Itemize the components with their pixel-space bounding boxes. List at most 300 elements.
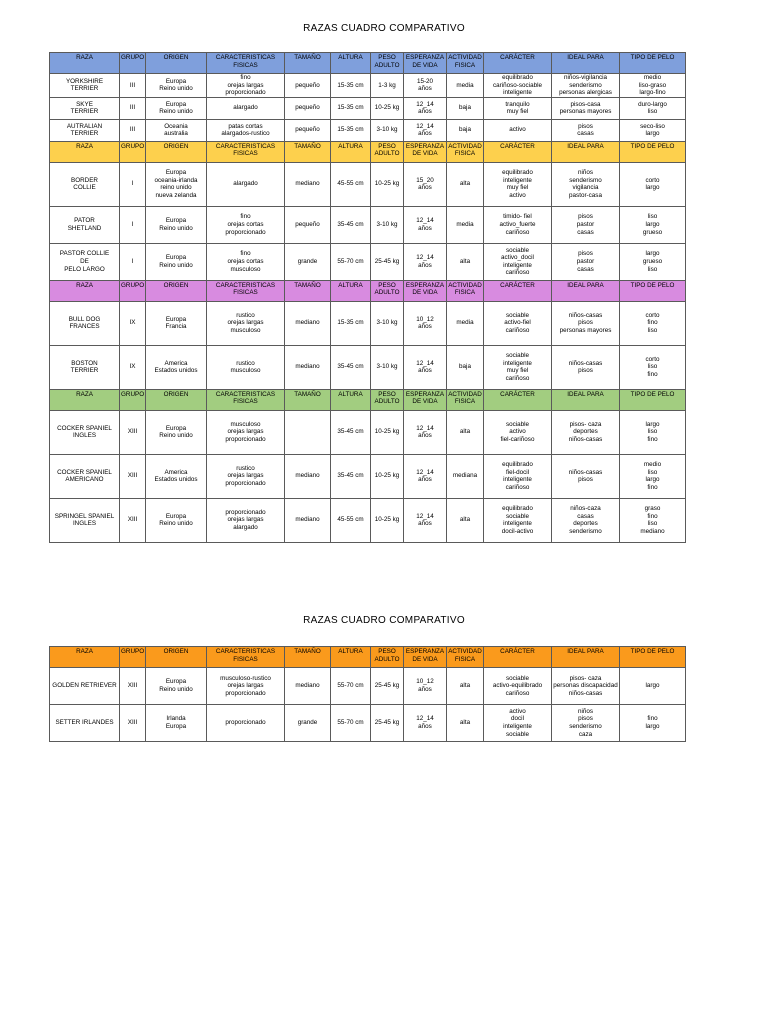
cell-pelo-line: corto [645, 355, 660, 363]
cell-caracter-line: tranquilo [505, 100, 530, 108]
cell-ideal-line: niños [577, 707, 594, 715]
cell-peso: 10-25 kg [371, 454, 404, 498]
cell-raza-line: SKYE [76, 100, 93, 108]
cell-ideal [552, 410, 620, 454]
cell-caract-line: rustico [236, 311, 255, 319]
cell-raza [50, 454, 120, 498]
cell-ideal-line: niños-vigilancia [563, 74, 608, 81]
cell-origen [146, 162, 207, 206]
cell-origen-line: Europa [165, 217, 187, 225]
cell-caract-line: musculoso [230, 265, 261, 273]
cell-raza-line: TERRIER [70, 108, 99, 116]
cell-ideal-line: pisos [578, 319, 593, 327]
cell-caract-line: fino [240, 213, 251, 221]
header-ideal: IDEAL PARA [552, 389, 620, 410]
cell-esperanza [404, 74, 447, 98]
cell-pelo-line: largo [645, 476, 660, 484]
cell-origen [146, 345, 207, 389]
cell-origen-line: Reino unido [159, 85, 193, 93]
cell-pelo-line: graso [644, 505, 661, 513]
cell-caract [207, 301, 285, 345]
cell-caract-line: patas cortas [228, 122, 263, 130]
cell-esperanza-line: 12_14 [416, 100, 434, 108]
cell-esperanza-line: años [418, 323, 432, 331]
cell-caracter-line: cariñoso [505, 374, 530, 382]
cell-ideal-line: personas mayores [559, 327, 612, 335]
header-actividad-line: FISICA [454, 398, 476, 406]
cell-caracter-line: sociable [505, 512, 530, 520]
table-row [50, 410, 686, 454]
cell-pelo [620, 162, 686, 206]
header-grupo: GRUPO [120, 647, 146, 668]
cell-caract [207, 705, 285, 742]
header-origen: ORIGEN [146, 141, 207, 162]
header-actividad-line: FISICA [454, 61, 476, 69]
cell-pelo [620, 498, 686, 542]
cell-origen [146, 498, 207, 542]
cell-caract-line: musculoso-rustico [220, 674, 271, 682]
cell-pelo-line: medio [643, 461, 662, 469]
cell-actividad: alta [447, 705, 484, 742]
header-actividad [447, 389, 484, 410]
cell-actividad: alta [447, 243, 484, 280]
header-actividad-line: FISICA [454, 289, 476, 297]
header-esperanza-line: ESPERANZA [405, 281, 445, 289]
cell-caracter-line: sociable [505, 674, 530, 682]
cell-caracter-line: muy fiel [506, 108, 529, 116]
header-altura: ALTURA [331, 53, 371, 74]
cell-pelo-line: grueso [642, 228, 663, 236]
cell-pelo-line: liso [647, 327, 658, 335]
cell-pelo-line: liso-graso [638, 81, 667, 89]
header-caract-line: FISICAS [233, 398, 258, 406]
cell-pelo [620, 243, 686, 280]
cell-caracter-line: fiel-docil [505, 468, 530, 476]
cell-ideal-line: pastor [576, 220, 595, 228]
cell-pelo-line: liso [647, 520, 658, 528]
cell-ideal-line: vigilancia [572, 184, 599, 192]
header-row [50, 141, 686, 162]
cell-caracter-line: equilibrado [502, 461, 533, 469]
page-title: RAZAS CUADRO COMPARATIVO [303, 615, 465, 626]
header-peso-line: ADULTO [374, 398, 400, 406]
cell-origen-line: Europa [165, 723, 187, 730]
cell-ideal [552, 243, 620, 280]
cell-esperanza [404, 243, 447, 280]
cell-pelo [620, 119, 686, 141]
cell-grupo: XIII [120, 454, 146, 498]
header-row [50, 389, 686, 410]
header-esperanza [404, 647, 447, 668]
cell-raza-line: PATOR [74, 217, 95, 225]
cell-caracter-line: inteligente [503, 89, 532, 97]
cell-ideal-line: niños-casas [568, 689, 603, 697]
cell-altura: 55-70 cm [331, 705, 371, 742]
header-grupo: GRUPO [120, 53, 146, 74]
cell-ideal-line: niños-caza [570, 505, 601, 513]
cell-ideal-line: niños-casas [568, 359, 603, 367]
cell-ideal [552, 498, 620, 542]
cell-caracter-line: muy fiel [506, 367, 529, 375]
cell-esperanza-line: 15_20 [416, 176, 434, 184]
cell-caracter-line: inteligente [503, 261, 532, 269]
cell-caract-line: rustico [236, 464, 255, 472]
cell-caract-line: alargado [233, 524, 258, 532]
cell-origen [146, 454, 207, 498]
header-caract-line: FISICAS [233, 61, 258, 69]
cell-raza-line: BOSTON [71, 359, 98, 367]
cell-caract-line: proporcionado [225, 689, 266, 697]
cell-ideal-line: niños-casas [568, 311, 603, 319]
cell-actividad: alta [447, 498, 484, 542]
cell-raza [50, 162, 120, 206]
cell-origen-line: Reino unido [159, 108, 193, 116]
cell-grupo: IX [120, 301, 146, 345]
cell-raza-line: TERRIER [70, 85, 99, 93]
header-esperanza-line: ESPERANZA [405, 648, 445, 655]
cell-caract-line: proporcionado [225, 228, 266, 236]
cell-grupo: XIII [120, 410, 146, 454]
cell-caracter [484, 345, 552, 389]
cell-raza-line: PASTOR COLLIE [59, 250, 110, 258]
cell-tamano: mediano [285, 162, 331, 206]
header-caracter: CARÁCTER [484, 280, 552, 301]
cell-tamano: mediano [285, 345, 331, 389]
cell-pelo-line: largo-fino [639, 89, 666, 97]
cell-raza-line: YORKSHIRE [65, 77, 104, 85]
header-ideal: IDEAL PARA [552, 280, 620, 301]
cell-ideal-line: pisos [578, 213, 593, 221]
cell-origen-line: Europa [165, 77, 187, 85]
cell-raza-line: PELO LARGO [64, 265, 105, 273]
cell-ideal-line: pisos [578, 476, 593, 484]
cell-esperanza-line: 12_14 [416, 424, 434, 432]
header-pelo: TIPO DE PELO [620, 280, 686, 301]
cell-pelo-line: seco-liso [640, 122, 665, 130]
cell-raza-line: DE [80, 257, 89, 265]
cell-actividad: alta [447, 162, 484, 206]
header-peso-line: PESO [378, 390, 396, 398]
header-grupo: GRUPO [120, 141, 146, 162]
cell-origen [146, 243, 207, 280]
cell-caracter [484, 301, 552, 345]
cell-origen-line: Reino unido [159, 520, 193, 528]
header-caracter: CARÁCTER [484, 141, 552, 162]
cell-pelo-line: fino [647, 436, 658, 444]
cell-ideal-line: deportes [573, 428, 598, 436]
cell-tamano: grande [285, 705, 331, 742]
cell-origen [146, 74, 207, 98]
cell-ideal [552, 74, 620, 98]
cell-ideal-line: senderismo [569, 176, 602, 184]
header-origen: ORIGEN [146, 647, 207, 668]
cell-peso: 25-45 kg [371, 668, 404, 705]
cell-origen-line: reino unido [160, 184, 192, 192]
cell-raza-line: COCKER SPANIEL [57, 468, 112, 476]
cell-caracter [484, 243, 552, 280]
cell-origen-line: nueva zelanda [155, 191, 197, 199]
cell-raza [50, 705, 120, 742]
cell-caract-line: musculoso [230, 367, 261, 375]
cell-actividad: media [447, 301, 484, 345]
cell-esperanza-line: 12_14 [416, 715, 434, 723]
cell-esperanza-line: 12_14 [416, 254, 434, 262]
header-tamano: TAMAÑO [285, 53, 331, 74]
cell-esperanza-line: años [418, 224, 432, 232]
cell-caracter-line: equilibrado [502, 74, 533, 81]
cell-origen-line: Europa [165, 512, 187, 520]
cell-origen [146, 206, 207, 243]
cell-esperanza-line: 10_12 [416, 678, 434, 686]
header-caract [207, 141, 285, 162]
table-row [50, 668, 686, 705]
header-actividad [447, 141, 484, 162]
cell-altura: 45-55 cm [331, 498, 371, 542]
cell-caract [207, 454, 285, 498]
cell-origen-line: Reino unido [159, 261, 193, 269]
cell-caract-line: fino [240, 250, 251, 258]
cell-ideal [552, 345, 620, 389]
cell-pelo [620, 74, 686, 98]
cell-esperanza-line: 10_12 [416, 315, 434, 323]
cell-ideal-line: senderismo [569, 81, 602, 89]
cell-pelo-line: grueso [642, 257, 663, 265]
cell-origen-line: Europa [165, 254, 187, 262]
cell-caracter-line: cariñoso [505, 483, 530, 491]
cell-peso: 3-10 kg [371, 345, 404, 389]
cell-caract-line: orejas largas [227, 472, 264, 480]
cell-raza-line: SPRINGEL SPANIEL [54, 512, 115, 520]
cell-pelo [620, 705, 686, 742]
header-caract-line: CARACTERISTICAS [215, 281, 276, 289]
cell-pelo-line: fino [647, 371, 658, 379]
cell-altura: 55-70 cm [331, 668, 371, 705]
header-peso [371, 389, 404, 410]
cell-ideal-line: caza [578, 730, 593, 738]
cell-raza-line: BULL DOG [68, 315, 101, 323]
cell-origen-line: Oceania [164, 122, 188, 130]
cell-actividad: alta [447, 410, 484, 454]
cell-caract [207, 345, 285, 389]
header-actividad-line: FISICA [454, 655, 476, 663]
cell-ideal-line: pisos- caza [569, 674, 602, 682]
cell-pelo-line: fino [647, 715, 658, 723]
cell-pelo [620, 97, 686, 119]
cell-raza-line: AMERICANO [65, 476, 104, 484]
cell-caract [207, 97, 285, 119]
cell-ideal-line: deportes [573, 520, 598, 528]
table-row [50, 454, 686, 498]
cell-esperanza-line: 12_14 [416, 122, 434, 130]
cell-caract [207, 162, 285, 206]
cell-pelo [620, 410, 686, 454]
header-caracter: CARÁCTER [484, 389, 552, 410]
header-peso-line: ADULTO [374, 655, 400, 663]
header-esperanza-line: DE VIDA [412, 398, 438, 406]
header-caract-line: CARACTERISTICAS [215, 142, 276, 150]
cell-caracter [484, 410, 552, 454]
cell-pelo-line: liso [647, 363, 658, 371]
cell-pelo-line: liso [647, 428, 658, 436]
cell-raza-line: TERRIER [70, 367, 99, 375]
cell-ideal [552, 119, 620, 141]
header-peso [371, 647, 404, 668]
cell-caracter [484, 498, 552, 542]
cell-pelo-line: largo [645, 250, 660, 258]
header-pelo: TIPO DE PELO [620, 53, 686, 74]
cell-origen-line: australia [164, 130, 188, 138]
header-esperanza [404, 53, 447, 74]
cell-ideal-line: casas [577, 512, 594, 520]
cell-caract-line: orejas largas [227, 81, 264, 89]
cell-esperanza-line: 12_14 [416, 359, 434, 367]
header-caracter: CARÁCTER [484, 53, 552, 74]
cell-caracter [484, 668, 552, 705]
cell-ideal-line: pisos [578, 122, 593, 130]
header-tamano: TAMAÑO [285, 389, 331, 410]
cell-esperanza [404, 668, 447, 705]
header-esperanza-line: ESPERANZA [405, 54, 445, 61]
cell-grupo: XIII [120, 498, 146, 542]
cell-raza-line: BORDER [71, 176, 98, 184]
header-peso [371, 53, 404, 74]
cell-origen-line: Reino unido [159, 432, 193, 440]
cell-ideal [552, 206, 620, 243]
cell-pelo [620, 206, 686, 243]
cell-altura: 45-55 cm [331, 162, 371, 206]
cell-caracter-line: sociable [505, 420, 530, 428]
cell-caracter-line: cariñoso [505, 689, 530, 697]
header-peso-line: ADULTO [374, 150, 400, 158]
table-row [50, 243, 686, 280]
cell-raza [50, 345, 120, 389]
header-pelo: TIPO DE PELO [620, 647, 686, 668]
table-row [50, 97, 686, 119]
cell-grupo: I [120, 162, 146, 206]
header-raza: RAZA [50, 53, 120, 74]
header-ideal: IDEAL PARA [552, 141, 620, 162]
cell-origen-line: Francia [165, 323, 187, 331]
cell-caracter-line: fiel-cariñoso [500, 436, 535, 444]
cell-origen-line: Estados unidos [154, 476, 198, 484]
cell-esperanza [404, 498, 447, 542]
cell-caract [207, 206, 285, 243]
cell-raza [50, 243, 120, 280]
cell-actividad: baja [447, 97, 484, 119]
table-row [50, 119, 686, 141]
cell-ideal [552, 162, 620, 206]
cell-origen [146, 705, 207, 742]
table-row [50, 705, 686, 742]
cell-caract-line: musculoso [230, 327, 261, 335]
cell-peso: 3-10 kg [371, 206, 404, 243]
cell-tamano: pequeño [285, 74, 331, 98]
comparison-table [49, 52, 686, 543]
cell-caract [207, 74, 285, 98]
header-caract-line: CARACTERISTICAS [215, 54, 276, 61]
cell-ideal-line: pastor [576, 257, 595, 265]
cell-caracter-line: cariñoso [505, 269, 530, 277]
cell-ideal-line: pisos [578, 715, 593, 723]
cell-esperanza-line: años [418, 130, 432, 138]
cell-raza-line: INGLES [72, 520, 97, 528]
cell-grupo: XIII [120, 668, 146, 705]
cell-ideal-line: niños-casas [568, 436, 603, 444]
cell-esperanza [404, 454, 447, 498]
cell-origen-line: Irlanda [166, 715, 186, 723]
cell-caracter-line: inteligente [503, 359, 532, 367]
cell-origen [146, 97, 207, 119]
header-origen: ORIGEN [146, 389, 207, 410]
cell-ideal-line: personas mayores [559, 108, 612, 116]
cell-esperanza-line: 15-20 [416, 77, 434, 85]
cell-caracter-line: muy fiel [506, 184, 529, 192]
table-row [50, 206, 686, 243]
header-altura: ALTURA [331, 141, 371, 162]
cell-caracter-line: activo-fiel [504, 319, 531, 327]
cell-pelo [620, 454, 686, 498]
cell-raza-line: COCKER SPANIEL [57, 424, 112, 432]
header-row [50, 53, 686, 74]
table-row [50, 301, 686, 345]
cell-origen [146, 301, 207, 345]
cell-raza-line: TERRIER [70, 130, 99, 138]
header-caract [207, 280, 285, 301]
cell-origen-line: Europa [165, 678, 187, 686]
cell-origen-line: America [164, 468, 188, 476]
header-peso-line: ADULTO [374, 289, 400, 297]
cell-caracter-line: equilibrado [502, 505, 533, 513]
header-peso-line: ADULTO [374, 61, 400, 69]
cell-pelo-line: fino [647, 512, 658, 520]
cell-tamano: mediano [285, 301, 331, 345]
cell-caract-line: orejas largas [227, 516, 264, 524]
cell-caracter-line: activo_docil [501, 254, 534, 262]
cell-caract-line: proporcionado [225, 89, 266, 97]
cell-caract-line: alargados-rustico [221, 130, 270, 138]
cell-tamano: pequeño [285, 97, 331, 119]
cell-grupo: III [120, 97, 146, 119]
cell-esperanza [404, 97, 447, 119]
header-actividad-line: ACTIVIDAD [448, 142, 482, 150]
header-caracter: CARÁCTER [484, 647, 552, 668]
cell-raza-line: INGLES [72, 432, 97, 440]
cell-caract-line: alargado [233, 180, 258, 188]
cell-actividad: media [447, 74, 484, 98]
header-altura: ALTURA [331, 647, 371, 668]
cell-pelo-line: mediano [640, 527, 665, 535]
cell-peso: 10-25 kg [371, 410, 404, 454]
header-esperanza-line: DE VIDA [412, 289, 438, 297]
header-ideal: IDEAL PARA [552, 53, 620, 74]
header-caract [207, 53, 285, 74]
table-row [50, 162, 686, 206]
cell-caracter-line: sociable [505, 311, 530, 319]
cell-raza [50, 206, 120, 243]
cell-pelo-line: largo [645, 723, 660, 730]
header-raza: RAZA [50, 389, 120, 410]
cell-actividad: media [447, 206, 484, 243]
cell-ideal [552, 454, 620, 498]
header-actividad-line: ACTIVIDAD [448, 54, 482, 61]
cell-ideal-line: pisos-casa [570, 100, 601, 108]
cell-esperanza-line: años [418, 432, 432, 440]
header-actividad [447, 53, 484, 74]
header-caract-line: FISICAS [233, 289, 258, 297]
cell-caracter-line: sociable [505, 246, 530, 254]
cell-esperanza [404, 410, 447, 454]
cell-peso: 10-25 kg [371, 498, 404, 542]
